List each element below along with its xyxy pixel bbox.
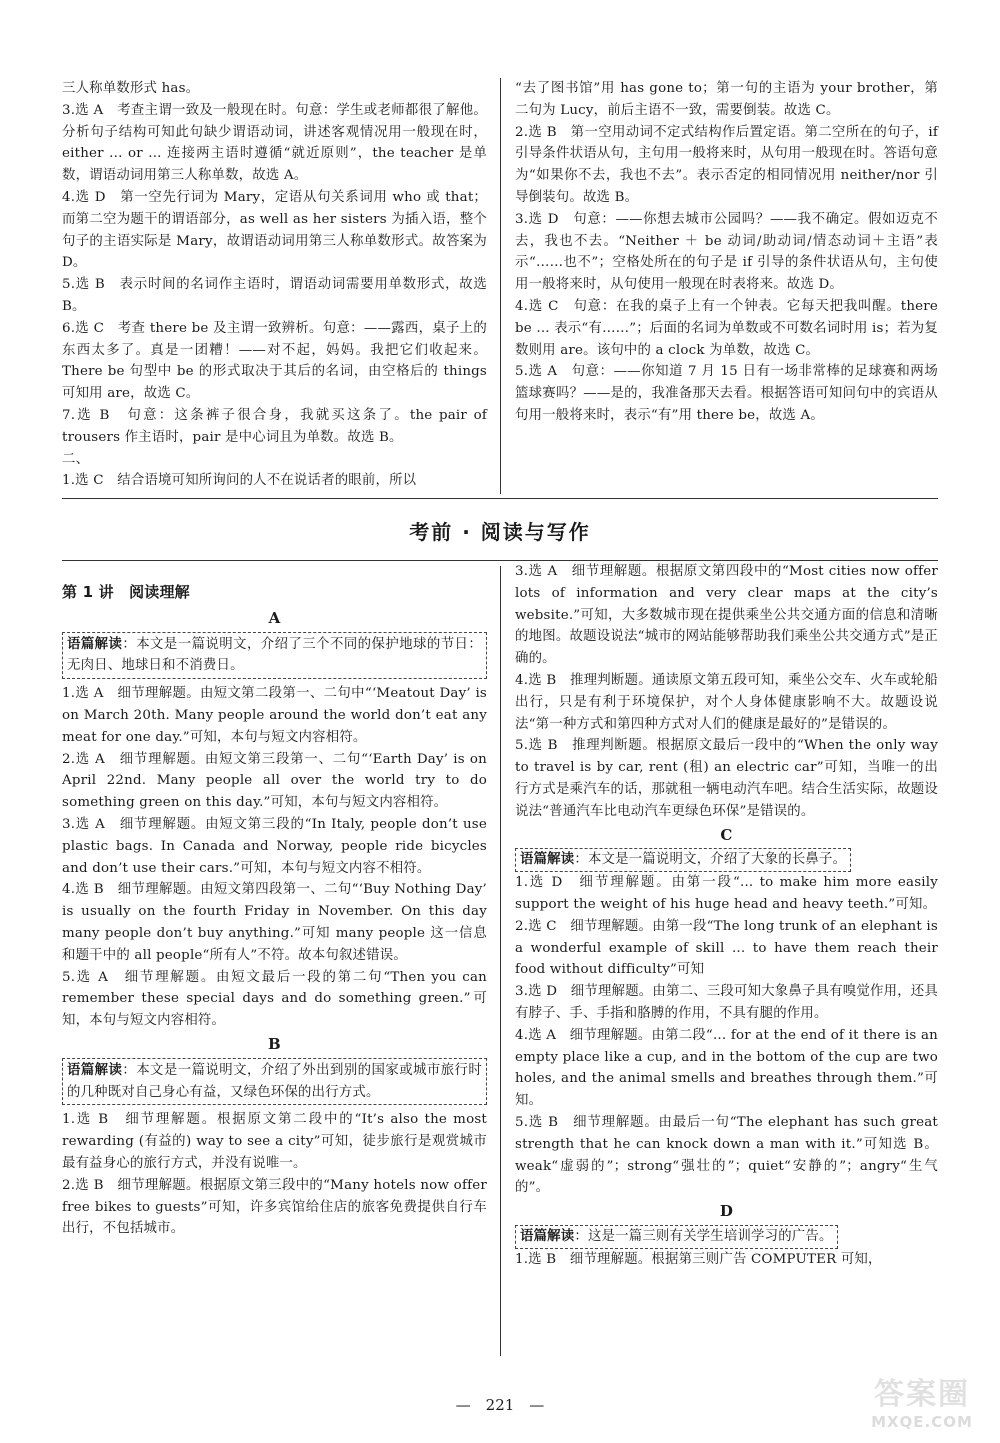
answer-item: 1.选 B 细节理解题。根据原文第二段中的“It’s also the most rewarding (有益的) way to see a city”可知，徒步旅行是观赏城市最有益身心的旅行方式，并没有说唯一。 — [62, 1112, 487, 1171]
bottom-left-column — [62, 582, 487, 1240]
answer-item: 3.选 A 细节理解题。根据原文第四段中的“Most cities now offer lots of information and very clear maps at the city’s website.”可知，大多数城市现在提供乘坐公共交通方面的信息和清晰的地图。故题设说法“城市的网站能够帮助我们乘坐公共交通方式”是正确的。 — [515, 564, 938, 667]
answer-item: 5.选 A 细节理解题。由短文最后一段的第二句“Then you can remember these special days and do something green.”可知，本句与短文内容相符。 — [62, 969, 487, 1029]
watermark-text-bottom: MXQE.COM — [871, 1413, 973, 1431]
bottom-right-column — [515, 561, 938, 1271]
part-d-heading: D — [719, 1202, 734, 1221]
answer-item: 1.选 A 细节理解题。由短文第二段第一、二句中“‘Meatout Day’ is on March 20th. Many people around the world don’t eat any meat for one day.”可知，本句与短文内容相符。 — [62, 686, 487, 745]
analysis-text: ：本文是一篇说明文，介绍了三个不同的保护地球的节日：无肉日、地球日和不消费日。 — [67, 636, 482, 674]
lesson-title: 第 1 讲 阅读理解 — [62, 583, 190, 601]
answer-item: 6.选 C 考查 there be 及主谓一致辨析。句意：——露西，桌子上的东西太多了。真是一团糟！——对不起，妈妈。我把它们收起来。There be 句型中 be 的形式取决于其后的名词，由空格后的 things 可知用 are，故选 C。 — [62, 320, 487, 402]
analysis-label: 语篇解读 — [520, 1227, 575, 1244]
analysis-label: 语篇解读 — [67, 1061, 123, 1078]
answer-item: 4.选 B 推理判断题。通读原文第五段可知，乘坐公交车、火车或轮船出行，只是有利于环境保护，对个人身体健康影响不大。故题设说法“第一种方式和第四种方式对人们的健康是最好的”是错误的。 — [515, 672, 938, 732]
part-b-heading: B — [268, 1034, 281, 1053]
analysis-text: ：本文是一篇说明文，介绍了大象的长鼻子。 — [574, 852, 847, 868]
analysis-label: 语篇解读 — [520, 851, 575, 868]
section-rule — [62, 498, 938, 499]
answer-item: 2.选 A 细节理解题。由短文第三段第一、二句“‘Earth Day’ is on April 22nd. Many people all over the world try to do something green on this day.”可知，本句与短文内容相符。 — [62, 751, 487, 811]
page-number: — 221 — — [455, 1396, 545, 1414]
section-title: 考前 · 阅读与写作 — [409, 520, 591, 544]
column-divider-top — [500, 78, 501, 494]
answer-item: 1.选 C 结合语境可知所询问的人不在说话者的眼前，所以 — [62, 473, 417, 489]
answer-item: 5.选 B 推理判断题。根据原文最后一段中的“When the only way to travel is by car, rent (租) an electric car”可知，当唯一的出行方式是乘汽车的话，那就租一辆电动汽车吧。结合生活实际，故题设说法“普通汽车比电动汽车更绿色环保”是错误的。 — [515, 738, 938, 819]
part-a-heading: A — [268, 608, 281, 627]
answer-item: 3.选 A 细节理解题。由短文第三段的“In Italy, people don’t use plastic bags. In Canada and Norway, people ride bicycles and don’t use their cars.”可知，本句与短文内容不相符。 — [62, 816, 487, 876]
part-b-analysis — [62, 1058, 487, 1106]
text-line: “去了图书馆”用 has gone to；第一句的主语为 your brother，第二句为 Lucy，前后主语不一致，需要倒装。故选 C。 — [515, 81, 938, 118]
analysis-text: ：这是一篇三则有关学生培训学习的广告。 — [574, 1228, 833, 1244]
answer-item: 4.选 A 细节理解题。由第二段“... for at the end of it there is an empty place like a cup, and in the bottom of the cup are two holes, and the animal smells and breathes through them.”可知。 — [515, 1027, 938, 1109]
column-divider-bottom — [500, 566, 501, 1356]
answer-item: 4.选 C 句意：在我的桌子上有一个钟表。它每天把我叫醒。there be ... 表示“有……”；后面的名词为单数或不可数名词时用 is；若为复数则用 are。该句中的 a clock 为单数，故选 C。 — [515, 298, 938, 358]
watermark-text-top: 答案圈 — [874, 1377, 970, 1412]
analysis-text: ：本文是一篇说明文，介绍了外出到别的国家或城市旅行时的几种既对自己身心有益，又绿色环保的出行方式。 — [67, 1062, 482, 1100]
answer-item: 2.选 B 细节理解题。根据原文第三段中的“Many hotels now offer free bikes to guests”可知，许多宾馆给住店的旅客免费提供自行车出行，不包括城市。 — [62, 1177, 487, 1237]
answer-item: 3.选 D 细节理解题。由第二、三段可知大象鼻子具有嗅觉作用，还具有脖子、手、手指和胳膊的作用，不具有腿的作用。 — [515, 984, 938, 1021]
answer-item: 3.选 D 句意：——你想去城市公园吗？——我不确定。假如迈克不去，我也不去。“Neither ＋ be 动词/助动词/情态动词＋主语”表示“……也不”；空格处所在的句子是 if 引导的条件状语从句，主句使用一般将来时，从句使用一般现在时表将来。故选 D。 — [515, 211, 938, 293]
top-left-column — [62, 78, 487, 492]
answer-item: 5.选 B 细节理解题。由最后一句“The elephant has such great strength that he can knock down a man with it.”可知选 B。weak“虚弱的”；strong“强壮的”；quiet“安静的”；angry“生气的”。 — [515, 1114, 938, 1196]
answer-item: 7.选 B 句意：这条裤子很合身，我就买这条了。the pair of trousers 作主语时，pair 是中心词且为单数。故选 B。 — [62, 407, 487, 445]
part-c-analysis — [515, 848, 938, 872]
answer-item: 4.选 D 第一空先行词为 Mary，定语从句关系词用 who 或 that；而第二空为题干的谓语部分，as well as her sisters 为插入语，整个句子的主语实际是 Mary，故谓语动词用第三人称单数形式。故答案为 D。 — [62, 189, 487, 271]
part-c-heading: C — [720, 825, 733, 844]
section-marker: 二、 — [62, 451, 90, 467]
text-line: 三人称单数形式 has。 — [62, 81, 200, 96]
answer-item: 2.选 B 第一空用动词不定式结构作后置定语。第二空所在的句子，if 引导条件状语从句，主句用一般将来时，从句用一般现在时。答语句意为“如果你不去，我也不去”。表示否定的相同情况用 neither/nor 引导倒装句。故选 B。 — [515, 124, 938, 205]
analysis-label: 语篇解读 — [67, 635, 123, 652]
part-a-analysis — [62, 632, 487, 680]
answer-item: 1.选 B 细节理解题。根据第三则广告 COMPUTER 可知， — [515, 1251, 882, 1267]
answer-item: 3.选 A 考查主谓一致及一般现在时。句意：学生或老师都很了解他。分析句子结构可知此句缺少谓语动词，讲述客观情况用一般现在时，either ... or ... 连接两主语时遵循“就近原则”，the teacher 是单数，谓语动词用第三人称单数，故选 A。 — [62, 102, 487, 184]
top-right-column — [515, 78, 938, 427]
answer-item: 5.选 B 表示时间的名词作主语时，谓语动词需要用单数形式，故选 B。 — [62, 277, 487, 314]
answer-item: 4.选 B 细节理解题。由短文第四段第一、二句“‘Buy Nothing Day’ is usually on the fourth Friday in November. On this day many people don’t buy anything.”可知 many people 这一信息和题干中的 all people“所有人”不符。故本句叙述错误。 — [62, 882, 487, 963]
part-d-analysis — [515, 1225, 938, 1249]
answer-item: 5.选 A 句意：——你知道 7 月 15 日有一场非常棒的足球赛和两场篮球赛吗？——是的，我准备那天去看。根据答语可知问句中的宾语从句用一般将来时，表示“有”用 there be，故选 A。 — [515, 364, 938, 423]
answer-item: 2.选 C 细节理解题。由第一段“The long trunk of an elephant is a wonderful example of skill ... to have them reach their food without difficulty”可知 — [515, 918, 938, 978]
watermark-logo — [852, 1369, 992, 1439]
answer-item: 1.选 D 细节理解题。由第一段“... to make him more easily support the weight of his huge head and heavy teeth.”可知。 — [515, 875, 938, 912]
